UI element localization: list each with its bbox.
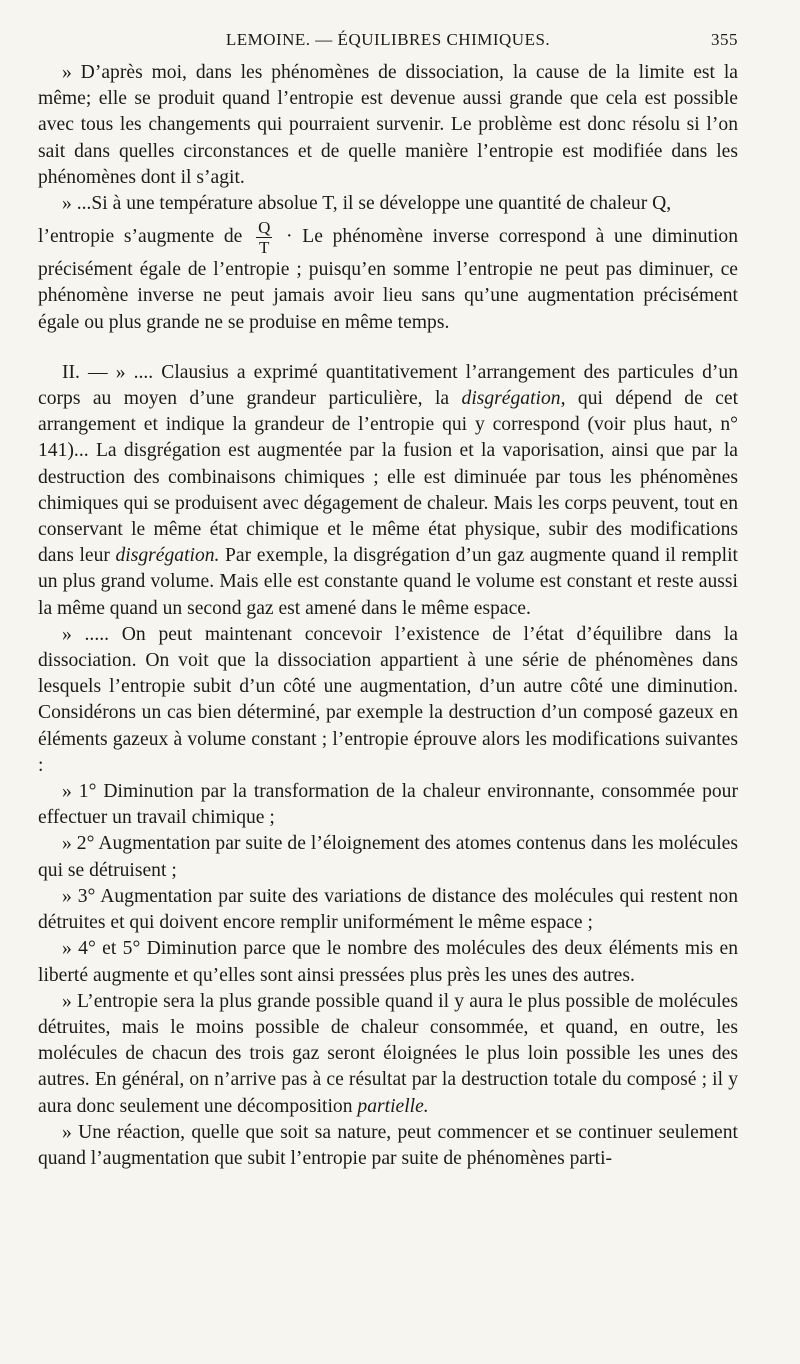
fraction-numerator: Q (258, 218, 271, 238)
max-entropy-text: » L’entropie sera la plus grande possible quand il y aura le plus possible de molécules détruites, mais le moins possible de chaleur consommée, et quand, en outre, les molécules de chacun des trois gaz seront éloignées le plus loin possible les unes des autres. En général, on n’arrive pas à ce résultat par la destruction totale du composé ; il y aura donc seulement une décomposition (38, 990, 738, 1117)
paragraph-equilibrium-state: » ..... On peut maintenant concevoir l’existence de l’état d’équilibre dans la dissociation. On voit que la dissociation appartient à une série de phénomènes dans lesquels l’entropie subit d’un côté une augmentation, d’un autre côté une diminution. Considérons un cas bien déterminé, par exemple la destruction d’un composé gazeux en éléments gazeux à volume constant ; l’entropie éprouve alors les modifications suivantes : (38, 623, 738, 776)
paragraph-entropy-heat-pre: l’entropie s’augmente de (38, 226, 243, 248)
clausius-emphasis-1: disgrégation, (461, 388, 566, 410)
entropy-fraction-line (38, 218, 286, 258)
q-over-t-fraction (256, 219, 272, 256)
page-body (38, 60, 738, 1172)
page-number: 355 (711, 30, 738, 49)
clausius-text-b: qui dépend de cet arrangement et indique la grandeur de l’entropie qui y correspond (voir plus haut, n° 141)... La disgrégation est augmentée par la fusion et la vaporisation, ainsi que par la destruction des combinaisons chimiques ; elle est diminuée par tous les phénomènes chimiques qui se produisent avec dégagement de chaleur. Mais les corps peuvent, tout en conservant le même état chimique et le même état physique, subir des modifications dans leur (38, 388, 739, 567)
running-title: LEMOINE. — ÉQUILIBRES CHIMIQUES. (225, 30, 551, 49)
max-entropy-emphasis: partielle. (357, 1095, 429, 1117)
list-item-1: » 1° Diminution par la transformation de la chaleur environnante, consommée pour effectuer un travail chimique ; (38, 781, 738, 829)
paragraph-entropy-heat-post: · Le phénomène inverse correspond à une diminution précisément égale de l’entropie ; puisqu’en somme l’entropie ne peut pas diminuer, ce phénomène inverse ne peut jamais avoir lieu sans qu’une augmentation précisément égale ou plus grande ne se produise en même temps. (38, 226, 738, 333)
list-item-3: » 3° Augmentation par suite des variations de distance des molécules qui restent non détruites et qui doivent encore remplir uniformément le même espace ; (38, 885, 738, 934)
clausius-emphasis-2: disgrégation. (115, 545, 220, 567)
paragraph-entropy-heat (38, 217, 738, 336)
paragraph-reaction-start: » Une réaction, quelle que soit sa nature, peut commencer et se continuer seulement quand l’augmentation que subit l’entropie par suite de phénomènes parti- (38, 1121, 738, 1169)
list-item-2: » 2° Augmentation par suite de l’éloignement des atomes contenus dans les molécules qui se détruisent ; (38, 833, 738, 881)
paragraph-entropy-heat-line1: » ...Si à une température absolue T, il se développe une quantité de chaleur Q, (62, 193, 672, 215)
clausius-text-a: II. — » .... Clausius a exprimé quantitativement l’arrangement des particules d’un corps au moyen d’une grandeur particulière, la (38, 361, 738, 410)
clausius-text-c: Par exemple, la disgrégation d’un gaz augmente quand il remplit un plus grand volume. Mais elle est constante quand le volume est constant et reste aussi la même quand un second gaz est amené dans le même espace. (38, 545, 739, 619)
running-head (38, 30, 738, 56)
paragraph-max-entropy (38, 989, 738, 1120)
paragraph-dissociation-limit: » D’après moi, dans les phénomènes de dissociation, la cause de la limite est la même; elle se produit quand l’entropie est devenue aussi grande que cela est possible avec tous les changements qui pourraient survenir. Le problème est donc résolu si l’on sait dans quelles circonstances et de quelle manière l’entropie est modifiée dans les phénomènes dont il s’agit. (38, 62, 738, 188)
list-item-4-5: » 4° et 5° Diminution parce que le nombre des molécules des deux éléments mis en liberté augmente et qu’elles sont ainsi pressées plus près les unes des autres. (38, 938, 738, 986)
fraction-denominator: T (259, 238, 270, 258)
paragraph-clausius-disgregation (38, 360, 738, 622)
